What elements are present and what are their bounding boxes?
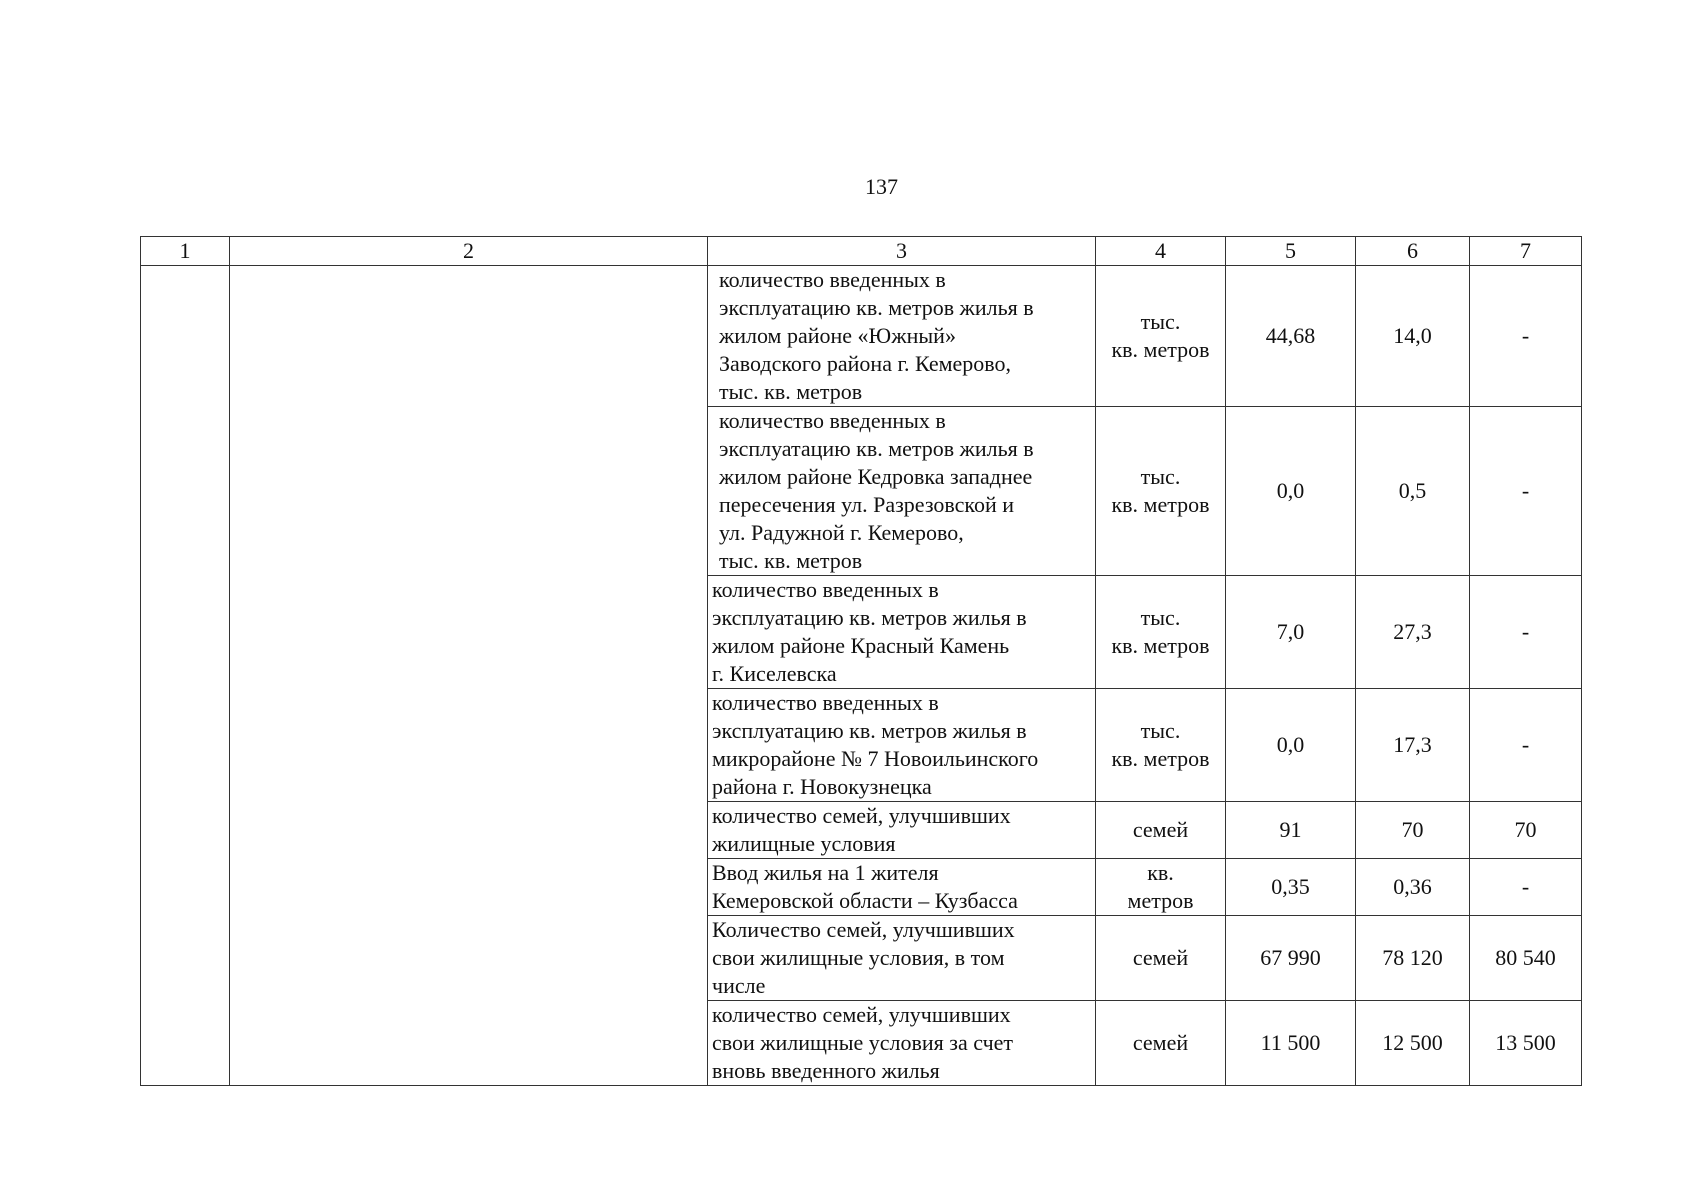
indicator-name: количество введенных в эксплуатацию кв. метров жилья в жилом районе «Южный» Заводского района г. Кемерово, тыс. кв. метров bbox=[708, 266, 1096, 407]
empty-cell-col1 bbox=[141, 266, 230, 1086]
column-header-2: 2 bbox=[230, 237, 708, 266]
value-col5: 0,0 bbox=[1226, 407, 1356, 576]
value-col5: 7,0 bbox=[1226, 576, 1356, 689]
value-col6: 27,3 bbox=[1356, 576, 1470, 689]
unit-cell: тыс. кв. метров bbox=[1096, 689, 1226, 802]
unit-cell: тыс. кв. метров bbox=[1096, 576, 1226, 689]
value-col5: 44,68 bbox=[1226, 266, 1356, 407]
indicator-name: количество введенных в эксплуатацию кв. метров жилья в жилом районе Красный Камень г. Киселевска bbox=[708, 576, 1096, 689]
value-col7: - bbox=[1470, 576, 1582, 689]
value-col6: 70 bbox=[1356, 802, 1470, 859]
value-col7: - bbox=[1470, 689, 1582, 802]
value-col7: - bbox=[1470, 859, 1582, 916]
value-col5: 0,0 bbox=[1226, 689, 1356, 802]
indicator-name: количество семей, улучшивших свои жилищные условия за счет вновь введенного жилья bbox=[708, 1001, 1096, 1086]
value-col7: 80 540 bbox=[1470, 916, 1582, 1001]
unit-cell: семей bbox=[1096, 802, 1226, 859]
indicator-name: количество семей, улучшивших жилищные условия bbox=[708, 802, 1096, 859]
value-col5: 67 990 bbox=[1226, 916, 1356, 1001]
indicator-name: Количество семей, улучшивших свои жилищные условия, в том числе bbox=[708, 916, 1096, 1001]
value-col5: 91 bbox=[1226, 802, 1356, 859]
unit-cell: семей bbox=[1096, 916, 1226, 1001]
unit-cell: кв. метров bbox=[1096, 859, 1226, 916]
value-col6: 78 120 bbox=[1356, 916, 1470, 1001]
column-header-1: 1 bbox=[141, 237, 230, 266]
value-col7: - bbox=[1470, 266, 1582, 407]
value-col6: 0,5 bbox=[1356, 407, 1470, 576]
table-row bbox=[141, 266, 1582, 407]
value-col6: 14,0 bbox=[1356, 266, 1470, 407]
column-header-4: 4 bbox=[1096, 237, 1226, 266]
value-col6: 12 500 bbox=[1356, 1001, 1470, 1086]
column-header-5: 5 bbox=[1226, 237, 1356, 266]
indicator-name: количество введенных в эксплуатацию кв. метров жилья в жилом районе Кедровка западнее пересечения ул. Разрезовской и ул. Радужной г. Кемерово, тыс. кв. метров bbox=[708, 407, 1096, 576]
unit-cell: тыс. кв. метров bbox=[1096, 266, 1226, 407]
indicator-name: Ввод жилья на 1 жителя Кемеровской области – Кузбасса bbox=[708, 859, 1096, 916]
page-number: 137 bbox=[865, 174, 898, 199]
header-row bbox=[141, 237, 1582, 266]
value-col7: 70 bbox=[1470, 802, 1582, 859]
value-col5: 11 500 bbox=[1226, 1001, 1356, 1086]
column-header-7: 7 bbox=[1470, 237, 1582, 266]
value-col7: 13 500 bbox=[1470, 1001, 1582, 1086]
value-col7: - bbox=[1470, 407, 1582, 576]
empty-cell-col2 bbox=[230, 266, 708, 1086]
unit-cell: тыс. кв. метров bbox=[1096, 407, 1226, 576]
column-header-3: 3 bbox=[708, 237, 1096, 266]
value-col6: 17,3 bbox=[1356, 689, 1470, 802]
unit-cell: семей bbox=[1096, 1001, 1226, 1086]
indicator-name: количество введенных в эксплуатацию кв. метров жилья в микрорайоне № 7 Новоильинского района г. Новокузнецка bbox=[708, 689, 1096, 802]
indicators-table bbox=[140, 236, 1582, 1086]
value-col6: 0,36 bbox=[1356, 859, 1470, 916]
value-col5: 0,35 bbox=[1226, 859, 1356, 916]
column-header-6: 6 bbox=[1356, 237, 1470, 266]
